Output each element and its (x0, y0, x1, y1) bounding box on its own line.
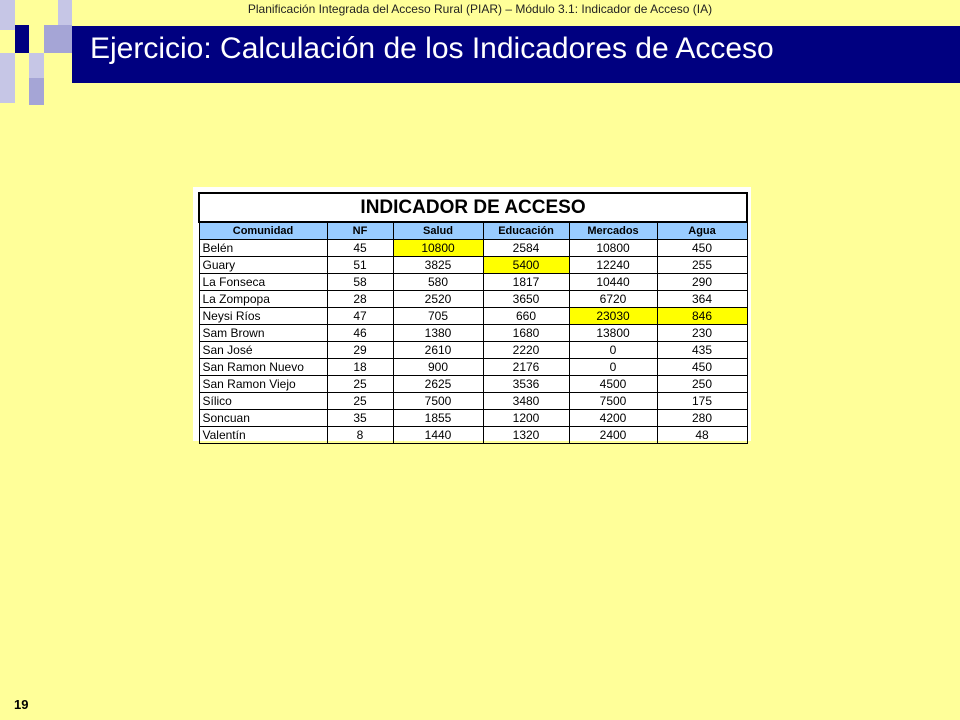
table-row (199, 291, 747, 308)
value-cell: 364 (657, 291, 747, 308)
table-row (199, 376, 747, 393)
table-row (199, 325, 747, 342)
value-cell: 47 (327, 308, 393, 325)
highlighted-value-cell: 5400 (483, 257, 569, 274)
value-cell: 250 (657, 376, 747, 393)
value-cell: 1380 (393, 325, 483, 342)
access-indicator-table-panel (193, 187, 751, 441)
community-name-cell: San José (199, 342, 327, 359)
decor-square (15, 25, 29, 53)
value-cell: 7500 (569, 393, 657, 410)
slide-title: Ejercicio: Calculación de los Indicadores de Acceso (90, 32, 774, 65)
highlighted-value-cell: 23030 (569, 308, 657, 325)
value-cell: 35 (327, 410, 393, 427)
table-row (199, 427, 747, 444)
value-cell: 175 (657, 393, 747, 410)
value-cell: 660 (483, 308, 569, 325)
value-cell: 290 (657, 274, 747, 291)
column-header-comunidad: Comunidad (199, 222, 327, 240)
value-cell: 3480 (483, 393, 569, 410)
value-cell: 450 (657, 359, 747, 376)
value-cell: 2625 (393, 376, 483, 393)
table-row (199, 240, 747, 257)
table-title: INDICADOR DE ACCESO (199, 193, 747, 222)
value-cell: 230 (657, 325, 747, 342)
value-cell: 705 (393, 308, 483, 325)
decor-square (29, 78, 44, 105)
highlighted-value-cell: 846 (657, 308, 747, 325)
value-cell: 3650 (483, 291, 569, 308)
value-cell: 25 (327, 393, 393, 410)
community-name-cell: Valentín (199, 427, 327, 444)
value-cell: 28 (327, 291, 393, 308)
value-cell: 2400 (569, 427, 657, 444)
value-cell: 255 (657, 257, 747, 274)
community-name-cell: San Ramon Viejo (199, 376, 327, 393)
value-cell: 1200 (483, 410, 569, 427)
community-name-cell: Sílico (199, 393, 327, 410)
value-cell: 51 (327, 257, 393, 274)
value-cell: 2176 (483, 359, 569, 376)
value-cell: 2584 (483, 240, 569, 257)
community-name-cell: La Fonseca (199, 274, 327, 291)
table-row (199, 410, 747, 427)
table-row (199, 257, 747, 274)
page-number: 19 (14, 697, 29, 712)
value-cell: 25 (327, 376, 393, 393)
value-cell: 1440 (393, 427, 483, 444)
value-cell: 2220 (483, 342, 569, 359)
column-header-agua: Agua (657, 222, 747, 240)
value-cell: 1680 (483, 325, 569, 342)
table-row (199, 393, 747, 410)
value-cell: 6720 (569, 291, 657, 308)
value-cell: 4200 (569, 410, 657, 427)
value-cell: 45 (327, 240, 393, 257)
value-cell: 10800 (569, 240, 657, 257)
community-name-cell: Sam Brown (199, 325, 327, 342)
column-header-nf: NF (327, 222, 393, 240)
module-header-text: Planificación Integrada del Acceso Rural (PIAR) – Módulo 3.1: Indicador de Acceso (IA) (247, 2, 713, 16)
decor-square (0, 53, 15, 103)
column-header-salud: Salud (393, 222, 483, 240)
value-cell: 3536 (483, 376, 569, 393)
table-row (199, 274, 747, 291)
community-name-cell: La Zompopa (199, 291, 327, 308)
value-cell: 3825 (393, 257, 483, 274)
value-cell: 8 (327, 427, 393, 444)
community-name-cell: San Ramon Nuevo (199, 359, 327, 376)
value-cell: 1817 (483, 274, 569, 291)
value-cell: 7500 (393, 393, 483, 410)
value-cell: 46 (327, 325, 393, 342)
column-header-mercados: Mercados (569, 222, 657, 240)
table-row (199, 342, 747, 359)
column-header-educacion: Educación (483, 222, 569, 240)
community-name-cell: Soncuan (199, 410, 327, 427)
value-cell: 435 (657, 342, 747, 359)
value-cell: 1320 (483, 427, 569, 444)
table-row (199, 308, 747, 325)
value-cell: 12240 (569, 257, 657, 274)
value-cell: 18 (327, 359, 393, 376)
community-name-cell: Neysi Ríos (199, 308, 327, 325)
value-cell: 48 (657, 427, 747, 444)
value-cell: 580 (393, 274, 483, 291)
value-cell: 0 (569, 342, 657, 359)
value-cell: 900 (393, 359, 483, 376)
value-cell: 29 (327, 342, 393, 359)
value-cell: 280 (657, 410, 747, 427)
value-cell: 10440 (569, 274, 657, 291)
value-cell: 4500 (569, 376, 657, 393)
community-name-cell: Belén (199, 240, 327, 257)
decor-square (29, 53, 44, 78)
access-indicator-table (198, 192, 748, 444)
value-cell: 13800 (569, 325, 657, 342)
value-cell: 2610 (393, 342, 483, 359)
decor-square (44, 25, 72, 53)
community-name-cell: Guary (199, 257, 327, 274)
value-cell: 58 (327, 274, 393, 291)
value-cell: 1855 (393, 410, 483, 427)
value-cell: 0 (569, 359, 657, 376)
highlighted-value-cell: 10800 (393, 240, 483, 257)
value-cell: 2520 (393, 291, 483, 308)
table-row (199, 359, 747, 376)
table-body (199, 240, 747, 444)
value-cell: 450 (657, 240, 747, 257)
